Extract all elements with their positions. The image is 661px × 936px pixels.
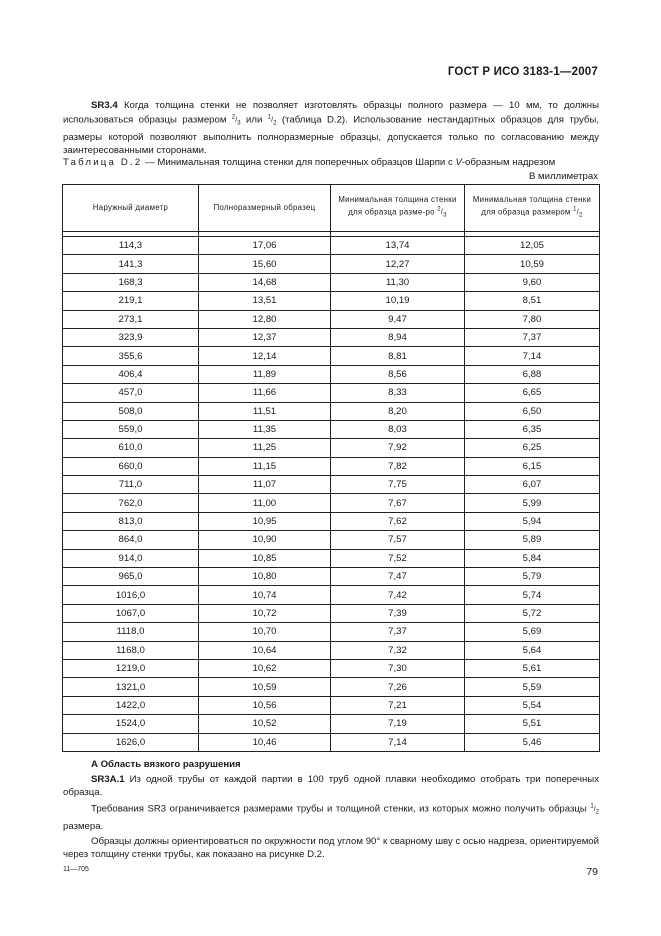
table-row: [63, 696, 600, 714]
intro-text-c: (таблица D.2). Использование нестандартных образцов для трубы, размеры которой позволяют выполнить полноразмерные образцы, допускается только по согласованию между заинтересованными сторонами.: [63, 114, 599, 156]
table-units: В миллиметрах: [528, 171, 598, 182]
table-caption-label: Таблица D.2: [63, 157, 143, 168]
table-cell: 15,60: [199, 255, 331, 273]
table-cell: 406,4: [63, 365, 199, 383]
table-cell: 5,84: [465, 549, 600, 567]
intro-paragraph: [63, 99, 599, 157]
table-cell: 10,62: [199, 659, 331, 677]
table-cell: 559,0: [63, 420, 199, 438]
table-cell: 1118,0: [63, 623, 199, 641]
table-cell: 457,0: [63, 384, 199, 402]
table-cell: 8,56: [331, 365, 465, 383]
table-cell: 1016,0: [63, 586, 199, 604]
table-cell: 7,67: [331, 494, 465, 512]
table-cell: 219,1: [63, 292, 199, 310]
table-row: [63, 604, 600, 622]
table-cell: 7,52: [331, 549, 465, 567]
table-row: [63, 420, 600, 438]
table-row: [63, 733, 600, 751]
table-cell: 11,07: [199, 476, 331, 494]
table-cell: 7,32: [331, 641, 465, 659]
table-cell: 5,79: [465, 568, 600, 586]
header-full-size-specimen: Полноразмерный образец: [199, 185, 331, 232]
table-cell: 10,56: [199, 696, 331, 714]
table-cell: 5,74: [465, 586, 600, 604]
table-cell: 7,21: [331, 696, 465, 714]
table-cell: 14,68: [199, 273, 331, 291]
table-cell: 168,3: [63, 273, 199, 291]
table-cell: 5,46: [465, 733, 600, 751]
table-row: [63, 659, 600, 677]
table-cell: 6,88: [465, 365, 600, 383]
table-cell: 273,1: [63, 310, 199, 328]
table-cell: 5,64: [465, 641, 600, 659]
section-heading: А Область вязкого разрушения: [91, 759, 241, 770]
table-cell: 5,94: [465, 512, 600, 530]
table-cell: 6,65: [465, 384, 600, 402]
table-body: [63, 237, 600, 752]
table-cell: 5,59: [465, 678, 600, 696]
table-row: [63, 457, 600, 475]
table-cell: 7,30: [331, 659, 465, 677]
table-cell: 7,62: [331, 512, 465, 530]
table-cell: 11,00: [199, 494, 331, 512]
table-cell: 11,30: [331, 273, 465, 291]
section-paragraph-1: SR3A.1 Из одной трубы от каждой партии в 100 труб одной плавки необходимо отобрать три поперечных образца.: [63, 774, 599, 798]
table-cell: 10,74: [199, 586, 331, 604]
intro-text-b: или: [240, 114, 268, 126]
table-cell: 11,35: [199, 420, 331, 438]
table-cell: 5,61: [465, 659, 600, 677]
table-cell: 355,6: [63, 347, 199, 365]
table-row: [63, 512, 600, 530]
table-cell: 864,0: [63, 531, 199, 549]
table-cell: 8,20: [331, 402, 465, 420]
intro-text-a: Когда толщина стенки не позволяет изготовлять образцы полного размера — 10 мм, то должны использоваться образцы размером: [63, 100, 599, 126]
table-cell: 5,72: [465, 604, 600, 622]
table-row: [63, 623, 600, 641]
footer-code: 11—705: [63, 866, 89, 873]
table-cell: 10,59: [465, 255, 600, 273]
table-cell: 114,3: [63, 237, 199, 255]
table-cell: 10,19: [331, 292, 465, 310]
table-cell: 6,15: [465, 457, 600, 475]
table-row: [63, 292, 600, 310]
table-cell: 660,0: [63, 457, 199, 475]
table-cell: 762,0: [63, 494, 199, 512]
table-cell: 12,80: [199, 310, 331, 328]
table-cell: 10,46: [199, 733, 331, 751]
table-row: [63, 402, 600, 420]
table-row: [63, 255, 600, 273]
table-cell: 813,0: [63, 512, 199, 530]
table-cell: 11,89: [199, 365, 331, 383]
table-cell: 7,80: [465, 310, 600, 328]
table-cell: 8,03: [331, 420, 465, 438]
table-cell: 9,60: [465, 273, 600, 291]
table-row: [63, 384, 600, 402]
table-cell: 5,99: [465, 494, 600, 512]
table-cell: 11,15: [199, 457, 331, 475]
table-row: [63, 586, 600, 604]
table-cell: 11,66: [199, 384, 331, 402]
table-cell: 508,0: [63, 402, 199, 420]
table-cell: 8,51: [465, 292, 600, 310]
table-cell: 10,90: [199, 531, 331, 549]
table-cell: 10,64: [199, 641, 331, 659]
table-cell: 12,27: [331, 255, 465, 273]
table-cell: 6,35: [465, 420, 600, 438]
table-cell: 13,51: [199, 292, 331, 310]
page-number: 79: [586, 866, 598, 878]
table-cell: 7,39: [331, 604, 465, 622]
table-cell: 7,82: [331, 457, 465, 475]
table-cell: 10,85: [199, 549, 331, 567]
table-cell: 10,59: [199, 678, 331, 696]
table-row: [63, 715, 600, 733]
table-cell: 13,74: [331, 237, 465, 255]
table-cell: 7,19: [331, 715, 465, 733]
data-table: [62, 184, 600, 752]
table-cell: 7,26: [331, 678, 465, 696]
table-cell: 323,9: [63, 328, 199, 346]
table-cell: 1219,0: [63, 659, 199, 677]
table-row: [63, 494, 600, 512]
table-cell: 141,3: [63, 255, 199, 273]
header-one-half-specimen: Минимальная толщина стенки для образца размером $^1/_2$: [465, 185, 600, 232]
table-cell: 1626,0: [63, 733, 199, 751]
table-cell: 1422,0: [63, 696, 199, 714]
table-row: [63, 678, 600, 696]
header-two-thirds-specimen: Минимальная толщина стенки для образца разме-ро $^2/_3$: [331, 185, 465, 232]
table-row: [63, 365, 600, 383]
table-cell: 6,25: [465, 439, 600, 457]
table-row: [63, 641, 600, 659]
table-cell: 7,14: [465, 347, 600, 365]
table-row: [63, 328, 600, 346]
table-cell: 17,06: [199, 237, 331, 255]
table-cell: 5,89: [465, 531, 600, 549]
fraction-one-half: $^1/_2$: [267, 115, 277, 127]
table-cell: 5,51: [465, 715, 600, 733]
table-row: [63, 476, 600, 494]
table-cell: 711,0: [63, 476, 199, 494]
intro-label: SR3.4: [91, 100, 118, 111]
table-cell: 12,05: [465, 237, 600, 255]
table-cell: 6,50: [465, 402, 600, 420]
table-caption: Таблица D.2 — Минимальная толщина стенки для поперечных образцов Шарпи с V-образным надрезом: [63, 157, 556, 168]
table-cell: 10,72: [199, 604, 331, 622]
table-cell: 7,92: [331, 439, 465, 457]
table-cell: 12,37: [199, 328, 331, 346]
table-cell: 1524,0: [63, 715, 199, 733]
section-paragraph-2: Требования SR3 ограничивается размерами трубы и толщиной стенки, из которых можно получить образцы $^1/_2$ размера.: [63, 803, 599, 832]
table-cell: 10,70: [199, 623, 331, 641]
table-cell: 11,25: [199, 439, 331, 457]
table-cell: 965,0: [63, 568, 199, 586]
table-cell: 7,75: [331, 476, 465, 494]
table-cell: 914,0: [63, 549, 199, 567]
table-row: [63, 310, 600, 328]
table-row: [63, 347, 600, 365]
table-cell: 5,69: [465, 623, 600, 641]
table-cell: 12,14: [199, 347, 331, 365]
table-row: [63, 568, 600, 586]
fraction-one-half: $^1/_2$: [590, 804, 599, 816]
table-cell: 7,14: [331, 733, 465, 751]
table-row: [63, 273, 600, 291]
section-paragraph-3: Образцы должны ориентироваться по окружности под углом 90° к сварному шву с осью надреза, ориентируемой через толщину стенки трубы, как показано на рисунке D.2.: [63, 836, 599, 860]
table-row: [63, 549, 600, 567]
table-row: [63, 237, 600, 255]
table-cell: 9,47: [331, 310, 465, 328]
table-cell: 10,80: [199, 568, 331, 586]
table-cell: 7,47: [331, 568, 465, 586]
table-cell: 10,52: [199, 715, 331, 733]
table-cell: 1321,0: [63, 678, 199, 696]
table-cell: 7,42: [331, 586, 465, 604]
table-row: [63, 531, 600, 549]
table-header-row: [63, 185, 600, 232]
table-cell: 610,0: [63, 439, 199, 457]
table-cell: 7,37: [331, 623, 465, 641]
table-cell: 8,33: [331, 384, 465, 402]
table-cell: 8,94: [331, 328, 465, 346]
table-cell: 11,51: [199, 402, 331, 420]
header-outer-diameter: Наружный диаметр: [63, 185, 199, 232]
table-cell: 10,95: [199, 512, 331, 530]
table-cell: 6,07: [465, 476, 600, 494]
table-cell: 7,37: [465, 328, 600, 346]
table-row: [63, 439, 600, 457]
table-cell: 8,81: [331, 347, 465, 365]
standard-header: ГОСТ Р ИСО 3183-1—2007: [447, 66, 598, 78]
table-cell: 5,54: [465, 696, 600, 714]
table-cell: 7,57: [331, 531, 465, 549]
table-cell: 1067,0: [63, 604, 199, 622]
fraction-two-thirds: $^2/_3$: [231, 115, 241, 127]
table-cell: 1168,0: [63, 641, 199, 659]
